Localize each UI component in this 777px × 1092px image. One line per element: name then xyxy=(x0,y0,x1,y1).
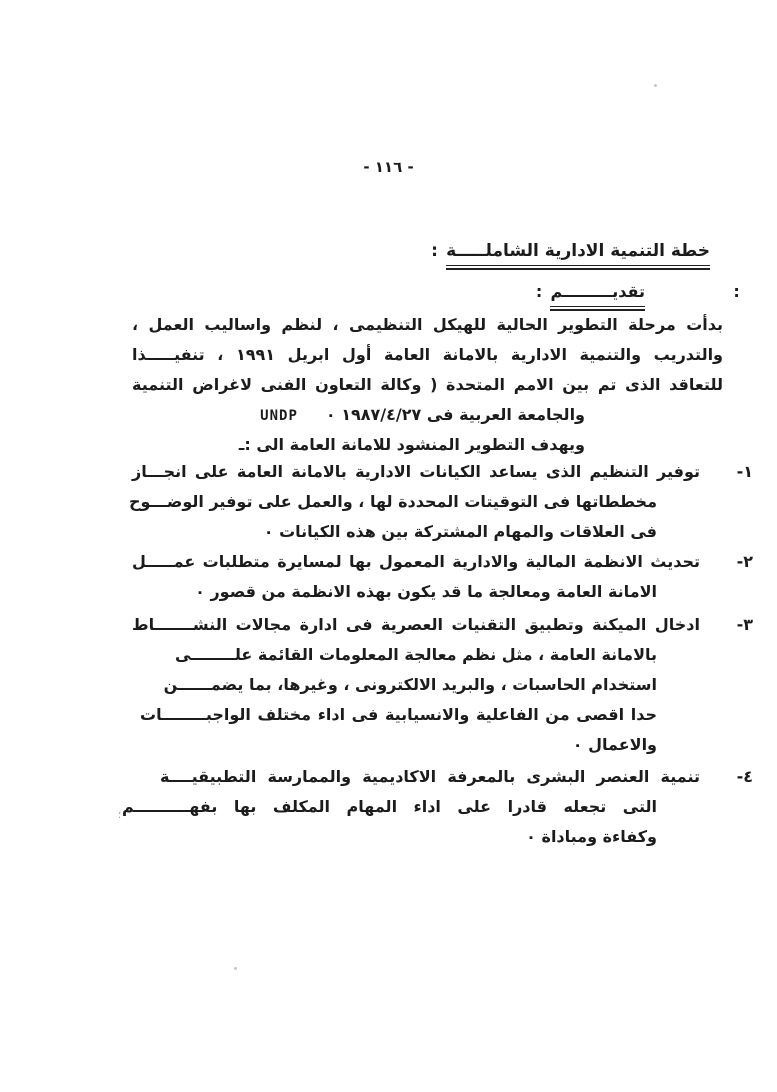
scan-speck xyxy=(234,967,237,970)
document-title xyxy=(431,240,710,266)
intro-date-text: والجامعة العربية فى ١٩٨٧/٤/٢٧ ٠ xyxy=(325,405,585,424)
section-colon-marker: : xyxy=(733,282,740,301)
list-item-line: ادخال الميكنة وتطبيق التقنيات العصرية فى ادارة مجالات النشـــــــاط xyxy=(132,615,700,634)
document-title-text: خطة التنمية الادارية الشاملـــــة xyxy=(446,240,710,266)
stray-mark: ؛ xyxy=(118,810,122,821)
list-item-number: ١- xyxy=(736,462,753,481)
intro-date-line xyxy=(260,404,585,427)
list-item-line: وكفاءة ومباداة ٠ xyxy=(526,827,657,846)
page-number: - ١١٦ - xyxy=(363,158,414,176)
list-item-line: التى تجعله قادرا على اداء المهام المكلف بها بفهــــــــــم xyxy=(122,797,657,816)
list-item-line: بالامانة العامة ، مثل نظم معالجة المعلومات القائمة علــــــــى xyxy=(174,645,657,664)
intro-line: بدأت مرحلة التطوير الحالية للهيكل التنظيمى ، لنظم واساليب العمل ، xyxy=(132,315,723,334)
scan-speck xyxy=(654,84,657,87)
list-item-number: ٣- xyxy=(736,615,753,634)
list-item-number: ٤- xyxy=(736,767,753,786)
document-title-colon: : xyxy=(431,241,439,261)
intro-line: للتعاقد الذى تم بين الامم المتحدة ( وكالة التعاون الفنى لاغراض التنمية xyxy=(132,375,723,394)
intro-heading-colon: : xyxy=(535,282,543,301)
list-item-number: ٢- xyxy=(736,552,753,571)
undp-acronym: UNDP xyxy=(260,408,298,424)
list-item-line: تنمية العنصر البشرى بالمعرفة الاكاديمية والممارسة التطبيقيــــة xyxy=(160,767,700,786)
list-item-line: فى العلاقات والمهام المشتركة بين هذه الكيانات ٠ xyxy=(263,522,657,541)
intro-heading-word: تقديـــــــــم xyxy=(550,281,645,307)
intro-goal-line: ويهدف التطوير المنشود للامانة العامة الى :ـ xyxy=(238,435,585,454)
list-item-line: استخدام الحاسبات ، والبريد الالكترونى ، وغيرها، بما يضمــــــن xyxy=(163,675,657,694)
list-item-line: مخططاتها فى التوقيتات المحددة لها ، والعمل على توفير الوضـــوح xyxy=(128,492,657,511)
list-item-line: الامانة العامة ومعالجة ما قد يكون بهذه الانظمة من قصور ٠ xyxy=(195,582,657,601)
list-item-line: والاعمال ٠ xyxy=(572,735,657,754)
intro-line: والتدريب والتنمية الادارية بالامانة العامة أول ابريل ١٩٩١ ، تنفيـــــذا xyxy=(132,345,724,364)
list-item-line: توفير التنظيم الذى يساعد الكيانات الادارية بالامانة العامة على انجـــاز xyxy=(132,462,700,481)
list-item-line: تحديث الانظمة المالية والادارية المعمول بها لمسايرة متطلبات عمـــــل xyxy=(132,552,700,571)
list-item-line: حدا اقصى من الفاعلية والانسيابية فى اداء مختلف الواجبــــــــات xyxy=(140,705,657,724)
intro-heading xyxy=(536,281,645,307)
